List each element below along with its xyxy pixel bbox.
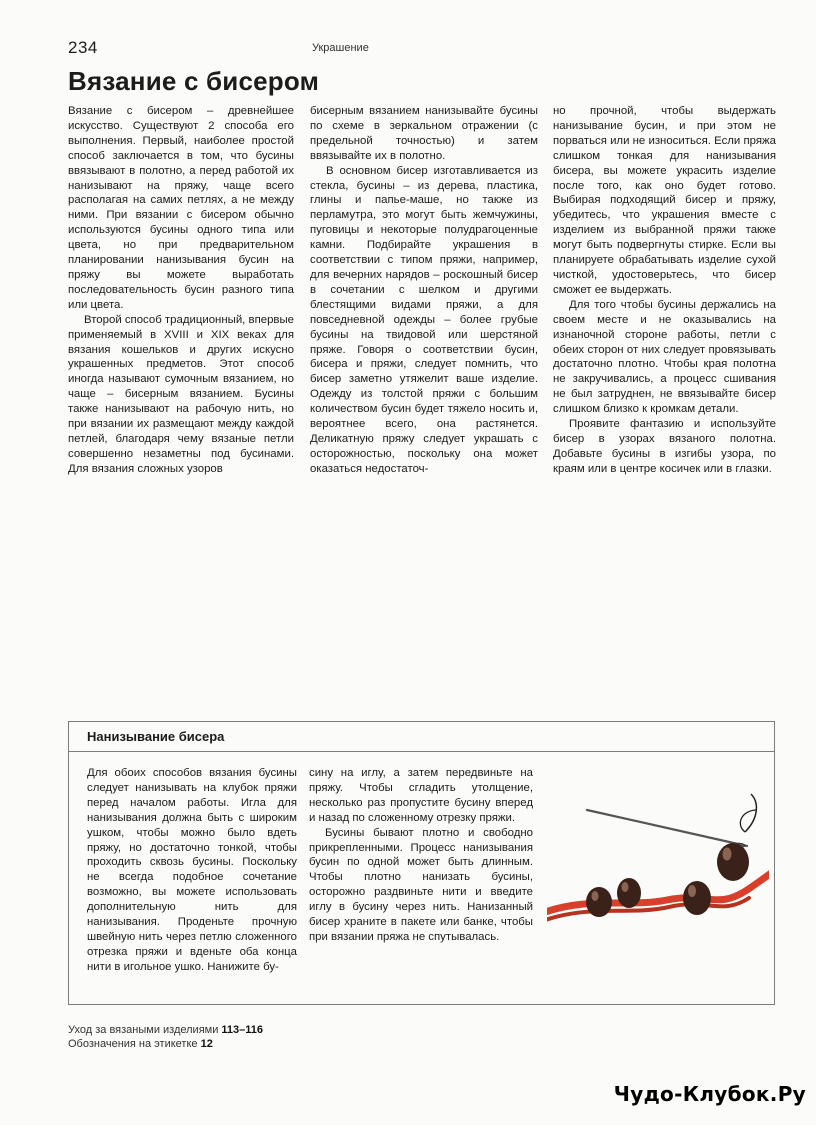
sidebar-box <box>68 721 775 1005</box>
box-title: Нанизывание бисера <box>87 729 225 744</box>
footer-reference-pages: 12 <box>200 1038 213 1050</box>
bead-threading-illustration <box>547 760 769 940</box>
paragraph: но прочной, чтобы выдержать нанизывание бусин, и при этом не порваться или не износиться. Если пряжа слишком тонкая для нанизывания бисера, вы можете украсить изделие после того, как оно будет готово. Выбирая подходящий бисер и пряжу, убедитесь, что украшения вместе с изделием из выбранной пряжи также могут быть подвергнуты стирке. Если вы планируете обрабатывать изделие сухой чисткой, удостоверьтесь, что бисер сможет ее выдержать. <box>553 105 776 296</box>
paragraph: Второй способ традиционный, впервые применяемый в XVIII и XIX веках для вязания кошельков и других искусно украшенных предметов. Этот способ иногда называют сумочным вязанием, но чаще – бисерным вязанием. Бусины также нанизывают на рабочую нить, но при вязании их размещают между каждой петлей, благодаря чему вязаные петли совершенно незаметны под бусинами. Для вязания сложных узоров <box>68 313 294 475</box>
box-header <box>69 722 774 752</box>
paragraph: Для обоих способов вязания бусины следует нанизывать на клубок пряжи перед началом работы. Игла для нанизывания должна быть с широким ушком, чтобы можно было вдеть пряжу, но достаточно тонкой, чтобы проходить сквозь бусины. Поскольку не всегда подобное сочетание возможно, вы можете использовать дополнительную нить для нанизывания. Проденьте прочную швейную нить через петлю сложенного отрезка пряжи и вденьте оба конца нити в игольное ушко. Нанижите бу- <box>87 767 297 973</box>
cross-reference-footer <box>68 1023 263 1051</box>
paragraph: В основном бисер изготавливается из стекла, бусины – из дерева, пластика, глины и папье-маше, но также из перламутра, это могут быть жемчужины, пуговицы и некоторые полудрагоценные камни. Подбирайте украшения в соответствии с типом пряжи, например, для вечерних нарядов – роскошный бисер в сочетании с шелком и другими блестящими видами пряжи, а для повседневной одежды – более грубые бусины на твидовой или шерстяной пряже. Говоря о соответствии бусин, бисера и пряжи, следует помнить, что бисер заметно утяжелит ваше изделие. Одежду из толстой пряжи с большим количеством бусин будет тяжело носить и, вероятнее всего, она растянется. Деликатную пряжу следует украшать с осторожностью, поскольку она может оказаться недостаточ- <box>310 164 538 475</box>
bead <box>617 878 641 908</box>
paragraph: Бусины бывают плотно и свободно прикрепленными. Процесс нанизывания бусин по одной может быть длинным. Чтобы плотно нанизать бусины, осторожно раздвиньте нити и введите иглу в бусину через нить. Нанизанный бисер храните в пакете или банке, чтобы при вязании пряжа не спутывалась. <box>309 826 533 943</box>
paragraph: бисерным вязанием нанизывайте бусины по схеме в зеркальном отражении (с предельной точностью) и затем ввязывайте их в полотно. <box>310 105 538 162</box>
footer-reference-text: Уход за вязаными изделиями <box>68 1024 222 1036</box>
page-title: Вязание с бисером <box>68 66 320 96</box>
text-column-3 <box>553 104 776 477</box>
footer-reference <box>68 1023 263 1037</box>
footer-reference <box>68 1037 263 1051</box>
bead <box>683 881 711 915</box>
box-text-column-2 <box>309 766 533 945</box>
text-column-1 <box>68 104 294 477</box>
box-text-column-1 <box>87 766 297 975</box>
site-watermark: Чудо-Клубок.Ру <box>613 1082 806 1106</box>
section-title: Украшение <box>312 42 369 54</box>
page-number: 234 <box>68 38 98 57</box>
text-column-2 <box>310 104 538 477</box>
paragraph: сину на иглу, а затем передвиньте на пряжу. Чтобы сгладить утолщение, несколько раз пропустите бусину вперед и назад по сложенному отрезку пряжи. <box>309 767 533 824</box>
paragraph: Для того чтобы бусины держались на своем месте и не оказывались на изнаночной стороне работы, петли с обеих сторон от них следует провязывать достаточно плотно. Чтобы края полотна не закручивались, а процесс сшивания не был затруднен, не ввязывайте бисер слишком близко к кромкам детали. <box>553 298 776 416</box>
footer-reference-text: Обозначения на этикетке <box>68 1038 201 1050</box>
paragraph: Проявите фантазию и используйте бисер в узорах вязаного полотна. Добавьте бусины в изгибы узора, по краям или в центре косичек или в глазки. <box>553 418 776 475</box>
paragraph: Вязание с бисером – древнейшее искусство. Существуют 2 способа его выполнения. Первый, наиболее простой способ заключается в том, что бусины ввязывают в полотно, а перед работой их нанизывают на пряжу, чаще всего располагая на самих петлях, а не между ними. При вязании с бисером обычно используются бусины одного типа или цвета, но при предварительном планировании нанизывания бусин на пряжу вы можете выработать последовательность бусин разного типа или цвета. <box>68 105 294 311</box>
bead <box>586 887 612 917</box>
needle <box>587 810 747 846</box>
bead <box>717 843 749 881</box>
footer-reference-pages: 113–116 <box>221 1024 264 1036</box>
